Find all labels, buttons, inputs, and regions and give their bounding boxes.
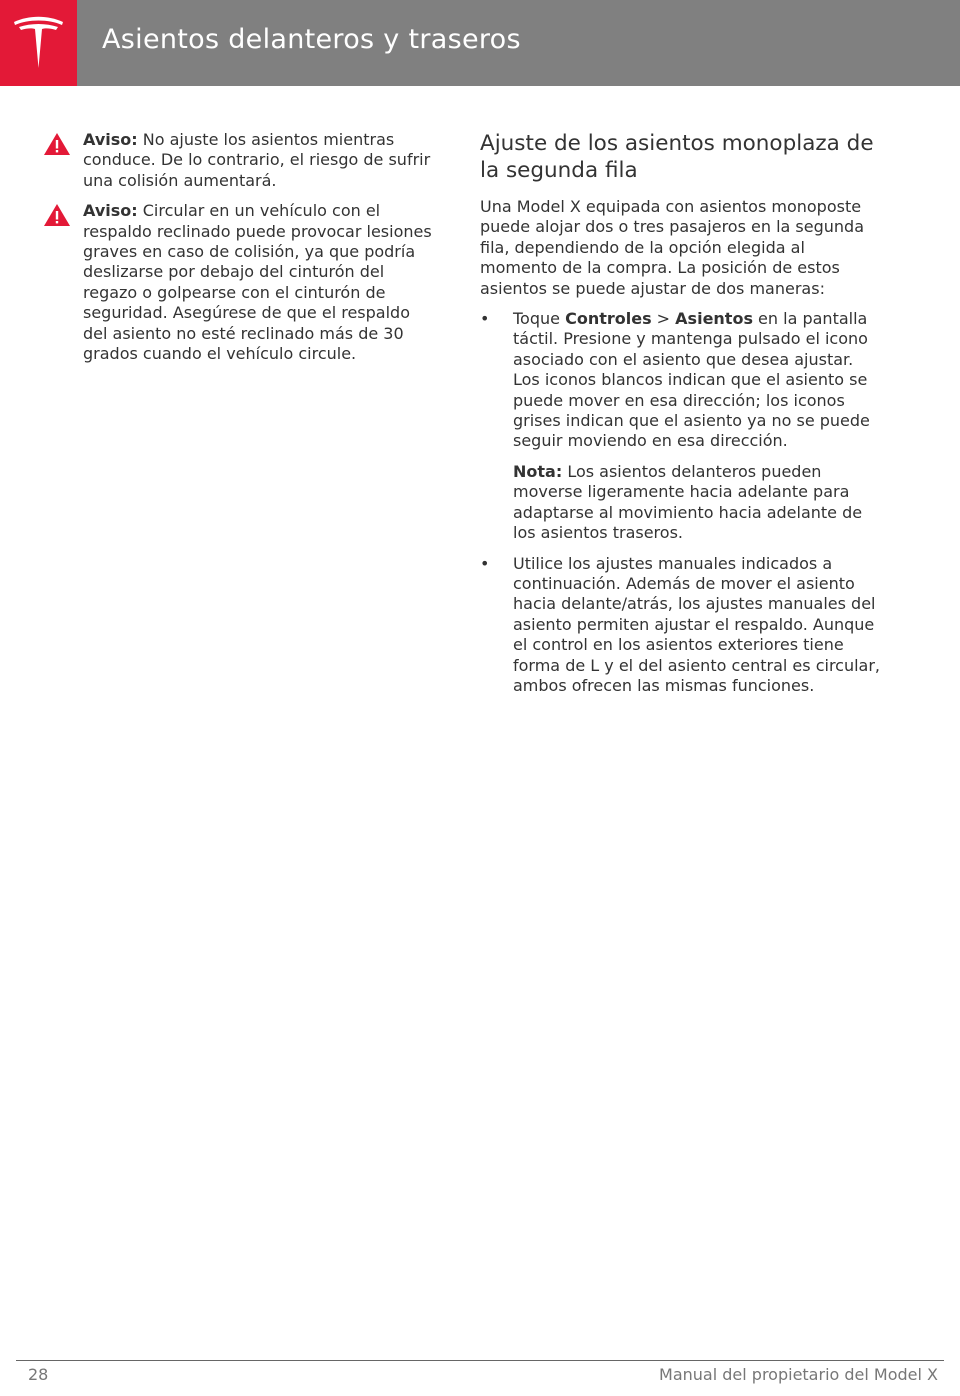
list-item (480, 309, 880, 543)
warning-block (83, 201, 435, 364)
menu-path-asientos: Asientos (675, 309, 753, 329)
item-text: Utilice los ajustes manuales indicados a continuación. Además de mover el asiento hacia delante/atrás, los ajustes manuales del asiento permiten ajustar el respaldo. Aunque el control en los asientos exteriores tiene forma de L y el del asiento central es circular, ambos ofrecen las mismas funciones. (513, 553, 881, 695)
right-column (480, 130, 880, 706)
warning-text: No ajuste los asientos mientras conduce. De lo contrario, el riesgo de sufrir una colisión aumentará. (83, 130, 431, 190)
page-title: Asientos delanteros y traseros (102, 24, 521, 55)
footer-divider (16, 1360, 944, 1361)
menu-path-controles: Controles (565, 309, 652, 329)
item-text: en la pantalla táctil. Presione y mantenga pulsado el icono asociado con el asiento que desea ajustar. Los iconos blancos indican que el asiento se puede mover en esa dirección; los iconos grises indican que el asiento ya no se puede seguir moviendo en esa dirección. (513, 309, 870, 451)
footer-title: Manual del propietario del Model X (659, 1365, 938, 1384)
menu-path-separator: > (651, 309, 676, 329)
header-bar (0, 0, 960, 86)
bullet-marker: • (480, 553, 490, 573)
bullet-marker: • (480, 309, 490, 329)
note-text: Los asientos delanteros pueden moverse ligeramente hacia adelante para adaptarse al movimiento hacia adelante de los asientos traseros. (513, 461, 863, 543)
note-block (513, 462, 880, 544)
section-heading: Ajuste de los asientos monoplaza de la segunda fila (480, 131, 874, 183)
left-column (83, 130, 435, 374)
warning-text: Circular en un vehículo con el respaldo reclinado puede provocar lesiones graves en caso de colisión, ya que podría deslizarse por debajo del cinturón del regazo o golpearse con el cinturón de seguridad. Asegúrese de que el respaldo del asiento no esté reclinado más de 30 grados cuando el vehículo circule. (83, 201, 432, 364)
warning-triangle-icon (43, 203, 71, 227)
bullet-list (480, 309, 880, 696)
note-label: Nota: (513, 461, 563, 481)
item-text: Toque (513, 309, 566, 329)
warning-label: Aviso: (83, 201, 138, 221)
warning-triangle-icon (43, 132, 71, 156)
logo-box (0, 0, 77, 86)
list-item (480, 554, 880, 697)
tesla-logo-icon (12, 16, 65, 70)
page-number: 28 (28, 1365, 49, 1384)
intro-paragraph: Una Model X equipada con asientos monoposte puede alojar dos o tres pasajeros en la segunda fila, dependiendo de la opción elegida al momento de la compra. La posición de estos asientos se puede ajustar de dos maneras: (480, 197, 864, 298)
warning-label: Aviso: (83, 130, 138, 149)
warning-block (83, 130, 435, 191)
